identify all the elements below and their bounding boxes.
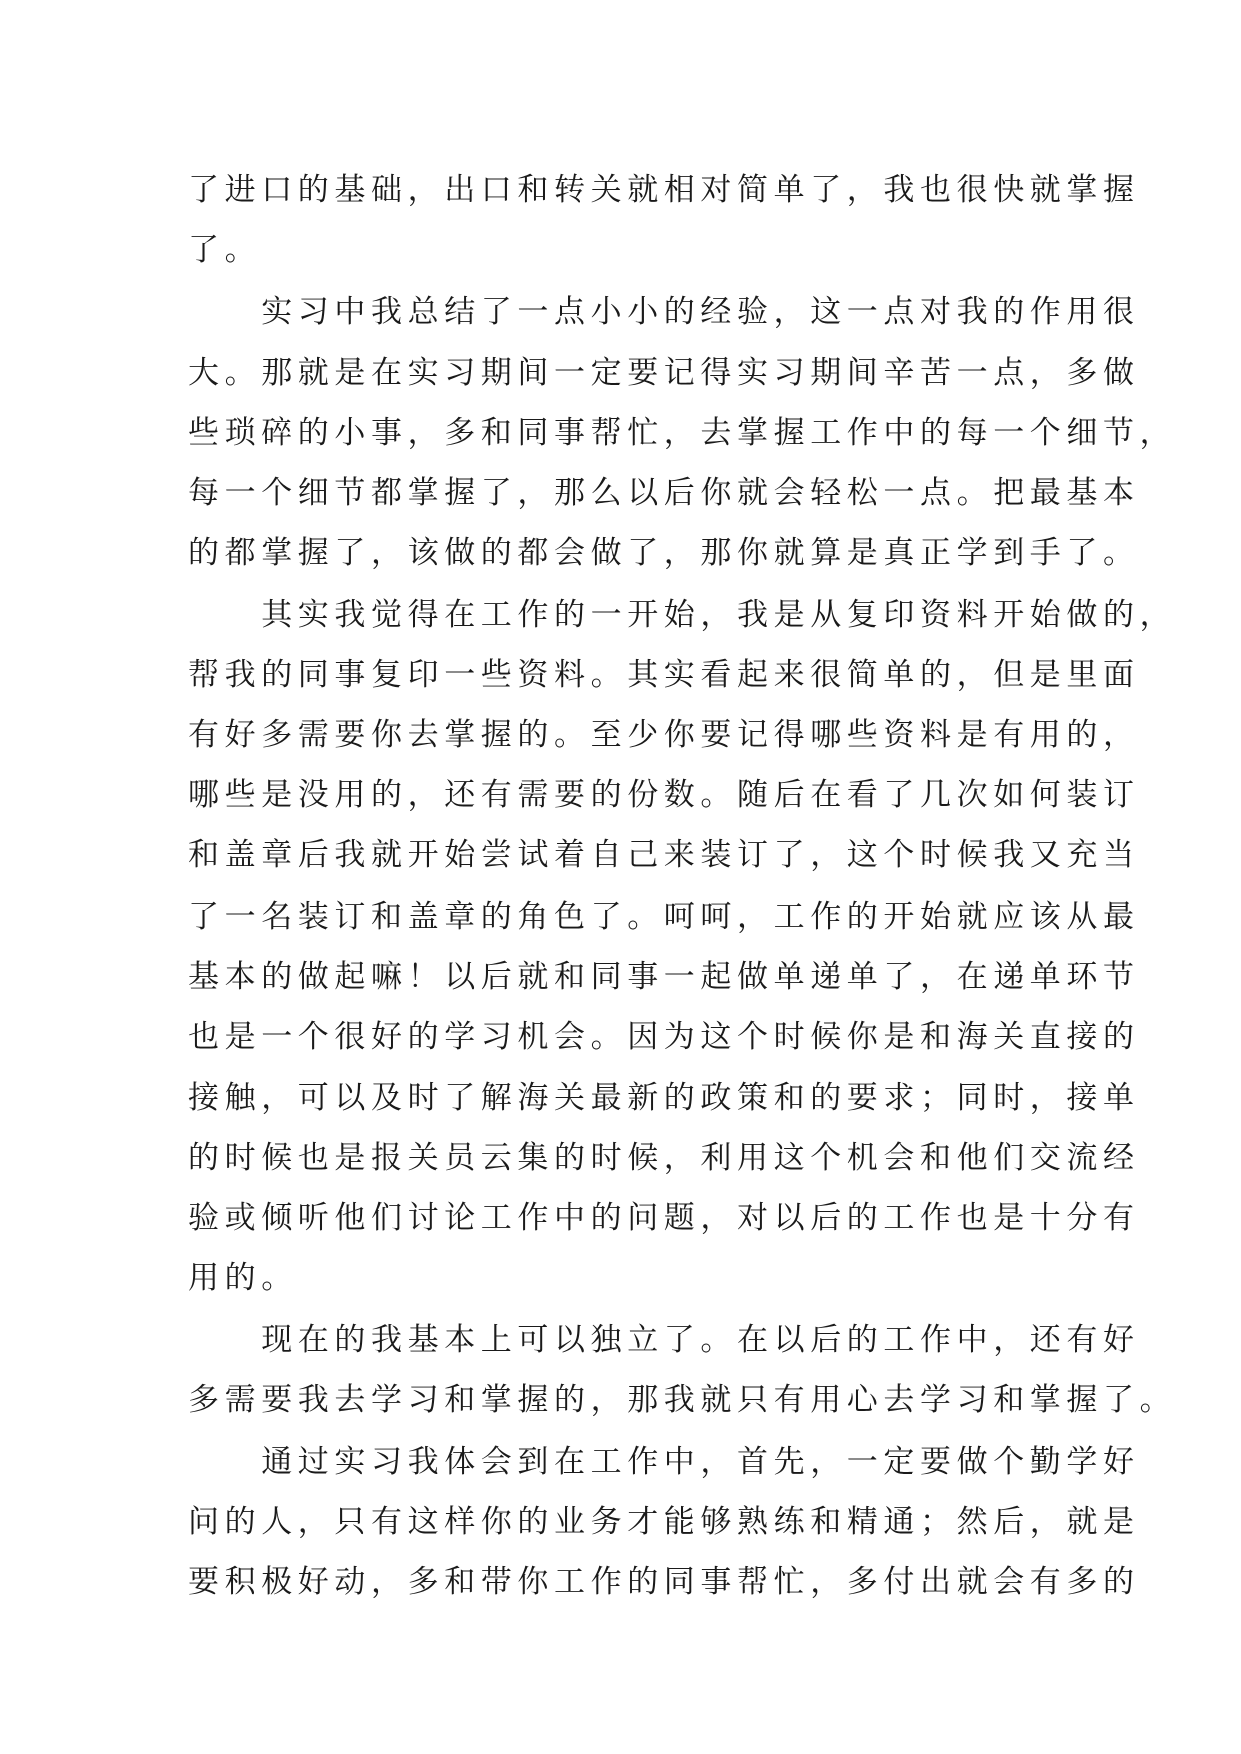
text-line: 每一个细节都掌握了，那么以后你就会轻松一点。把最基本 — [188, 475, 1140, 511]
text-line: 验或倾听他们讨论工作中的问题，对以后的工作也是十分有 — [188, 1200, 1140, 1236]
text-line: 接触，可以及时了解海关最新的政策和的要求；同时，接单 — [188, 1080, 1140, 1116]
text-line: 要积极好动，多和带你工作的同事帮忙，多付出就会有多的 — [188, 1564, 1140, 1600]
text-line: 问的人，只有这样你的业务才能够熟练和精通；然后，就是 — [188, 1504, 1140, 1540]
text-line: 通过实习我体会到在工作中，首先，一定要做个勤学好 — [188, 1444, 1140, 1480]
text-line: 了。 — [188, 232, 262, 268]
text-line: 基本的做起嘛！以后就和同事一起做单递单了，在递单环节 — [188, 959, 1140, 995]
text-line: 些琐碎的小事，多和同事帮忙，去掌握工作中的每一个细节， — [188, 415, 1177, 451]
text-line: 也是一个很好的学习机会。因为这个时候你是和海关直接的 — [188, 1019, 1140, 1055]
text-line: 的时候也是报关员云集的时候，利用这个机会和他们交流经 — [188, 1140, 1140, 1176]
text-line: 了进口的基础，出口和转关就相对简单了，我也很快就掌握 — [188, 172, 1140, 208]
text-line: 和盖章后我就开始尝试着自己来装订了，这个时候我又充当 — [188, 837, 1140, 873]
text-line: 的都掌握了，该做的都会做了，那你就算是真正学到手了。 — [188, 535, 1140, 571]
text-line: 多需要我去学习和掌握的，那我就只有用心去学习和掌握了。 — [188, 1382, 1177, 1418]
text-line: 大。那就是在实习期间一定要记得实习期间辛苦一点，多做 — [188, 355, 1140, 391]
text-line: 实习中我总结了一点小小的经验，这一点对我的作用很 — [188, 294, 1140, 330]
text-line: 用的。 — [188, 1260, 298, 1296]
text-line: 哪些是没用的，还有需要的份数。随后在看了几次如何装订 — [188, 777, 1140, 813]
text-line: 帮我的同事复印一些资料。其实看起来很简单的，但是里面 — [188, 657, 1140, 693]
text-line: 有好多需要你去掌握的。至少你要记得哪些资料是有用的， — [188, 717, 1140, 753]
text-line: 现在的我基本上可以独立了。在以后的工作中，还有好 — [188, 1322, 1140, 1358]
text-line: 其实我觉得在工作的一开始，我是从复印资料开始做的， — [188, 597, 1177, 633]
text-line: 了一名装订和盖章的角色了。呵呵，工作的开始就应该从最 — [188, 899, 1140, 935]
